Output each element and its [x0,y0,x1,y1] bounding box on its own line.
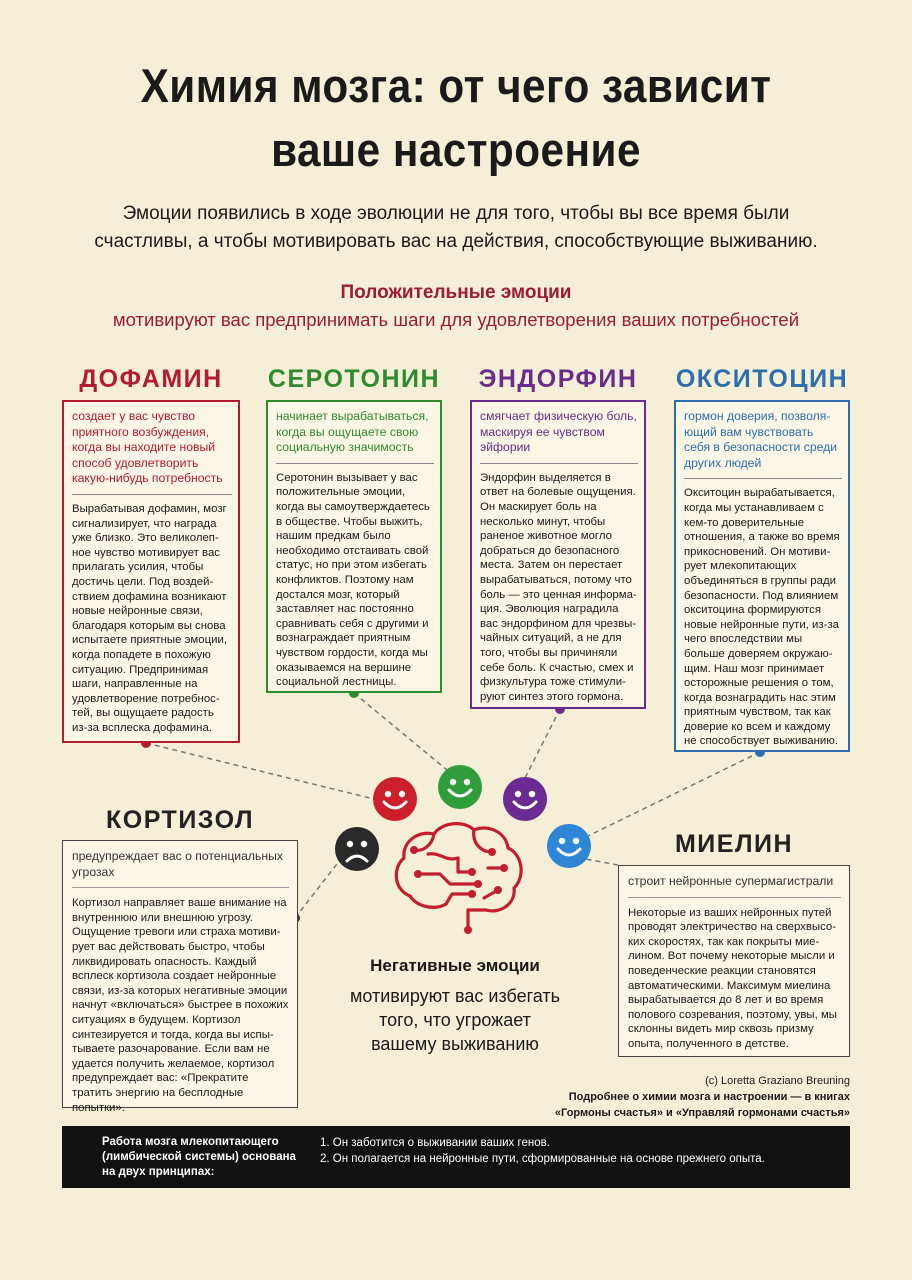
principles-heading: Работа мозга млекопитающего (лимбической системы) основана на двух принципах: [102,1136,296,1178]
endorphin-lead: смягчает физическую боль, маскируя ее чувством эйфории [480,409,638,464]
hormone-name-oxytocin: ОКСИТОЦИН [675,365,849,393]
oxytocin-body: Окситоцин вырабатывается, когда мы устанавливаем с кем-то доверительные отношения, а также во время прикосновений. Он мотиви-рует млекопитающих объединяться в группы ради безопасности. Под влиянием окситоцина формируются новые нейронные пути, из-за чего впоследствии мы больше доверяем окружаю-щим. Наш мозг принимает осторожные решения о том, когда вознаградить нас этим приятным чувством, так как доверие ко всем и каждому не способствует выживанию. [684,487,840,748]
books-line-1: Подробнее о химии мозга и настроении — в книгах [568,1091,850,1103]
card-endorphin [470,400,646,709]
cortisol-lead: предупреждает вас о потенциальных угрозах [72,849,289,888]
hormone-name-endorphin: ЭНДОРФИН [478,365,638,393]
hormone-name-dopamine: ДОФАМИН [79,365,223,393]
myelin-body: Некоторые из ваших нейронных путей проводят электричество на сверхвысо-ких скоростях, так как покрыты мие-лином. Вот почему некоторые мысли и поведенческие реакции становятся автоматическими. Максимум миелина вырабатывается до 8 лет и во время полового созревания, поэтому, увы, мы склонны видеть мир сквозь призму опыта, полученного в детстве. [628,906,837,1050]
connector-oxytocin [588,752,760,836]
negative-emotions-subtitle [320,984,590,1056]
sad-face-icon [334,826,380,872]
card-myelin [618,865,850,1057]
connector-serotonin [354,693,447,770]
card-serotonin [266,400,442,693]
happy-face-green-icon [437,764,483,810]
page-title-line2: ваше настроение [271,123,641,176]
connector-dopamine [146,743,378,800]
principles-bar [62,1126,850,1188]
cortisol-body: Кортизол направляет ваше внимание на внутреннюю или внешнюю угрозу. Ощущение тревоги или страха мотиви-рует вас действовать быстро, чтобы ликвидировать опасность. Каждый всплеск кортизола создает нейронные связи, из-за которых негативные эмоции начнут «включаться» быстрее в похожих ситуациях в будущем. Кортизол синтезируется и тогда, когда вы испы-тываете разочарование. Если вам не удается получить желаемое, кортизол предупреждает вас: «Прекратите тратить энергию на бесплодные попытки». [72,897,289,1114]
negative-sub-line-2: того, что угрожает [379,1010,531,1030]
happy-face-blue-icon [546,823,592,869]
myelin-name: МИЕЛИН [674,830,794,858]
dopamine-lead: создает у вас чувство приятного возбуждения, когда вы находите новый способ удовлетворить какую-нибудь потребность [72,409,232,495]
card-cortisol [62,840,298,1114]
copyright-credit: (c) Loretta Graziano Breuning [705,1075,850,1087]
intro-line-1: Эмоции появились в ходе эволюции не для того, чтобы вы все время были [122,203,790,224]
negative-sub-line-1: мотивируют вас избегать [349,986,561,1006]
dopamine-body: Вырабатывая дофамин, мозг сигнализирует, что награда уже близко. Это великолеп-ное чувство мотивирует вас прилагать усилия, чтобы достичь цели. Под воздей-ствием дофамина возникают новые нейронные связи, благодаря которым вы снова испытаете приятные эмоции, когда попадете в похожую ситуацию. Предпринимая шаги, направленные на удовлетворение потребнос-тей, вы ощущаете радость из-за всплеска дофамина. [72,502,228,734]
books-line-2: «Гормоны счастья» и «Управляй гормонами счастья» [554,1107,850,1119]
cortisol-name: КОРТИЗОЛ [106,806,254,834]
principle-1: 1. Он заботится о выживании ваших генов. [320,1137,550,1149]
serotonin-body: Серотонин вызывает у вас положительные эмоции, когда вы самоутверждаетесь в обществе. Чтобы выжить, нашим предкам было необходимо отстаивать свой статус, но при этом избегать конфликтов. Поэтому нам достался мозг, который заставляет нас постоянно сравнивать себя с другими и вознаграждает приятным чувством гордости, когда мы оказываемся на вершине социальной лестницы. [276,471,430,689]
card-oxytocin [674,400,850,752]
happy-face-purple-icon [502,776,548,822]
negative-sub-line-3: вашему выживанию [371,1034,539,1054]
oxytocin-lead: гормон доверия, позволя-ющий вам чувствовать себя в безопасности среди других людей [684,409,842,479]
endorphin-body: Эндорфин выделяется в ответ на болевые ощущения. Он маскирует боль на несколько минут, чтобы раненое животное могло добраться до безопасного места. Затем он перестает вырабатываться, потому что боль — это ценная информа-ция. Эволюция наградила вас эндорфином для чрезвы-чайных ситуаций, а не для того, чтобы вы причиняли себе боль. К счастью, смех и физкультура тоже стимули-руют синтез этого гормона. [480,471,637,703]
brain-icon [388,818,530,938]
negative-emotions-title: Негативные эмоции [370,956,540,975]
positive-emotions-subtitle: мотивируют вас предпринимать шаги для удовлетворения ваших потребностей [112,309,800,330]
myelin-lead: строит нейронные супермагистрали [628,874,841,898]
intro-line-2: счастливы, а чтобы мотивировать вас на действия, способствующие выживанию. [94,231,818,252]
card-dopamine [62,400,240,743]
serotonin-lead: начинает вырабатываться, когда вы ощущаете свою социальную значимость [276,409,434,464]
principles-list [320,1135,840,1167]
page-title-line1: Химия мозга: от чего зависит [140,59,772,112]
connector-endorphin [524,709,560,780]
hormone-name-serotonin: СЕРОТОНИН [267,365,441,393]
principle-2: 2. Он полагается на нейронные пути, сформированные на основе прежнего опыта. [320,1153,765,1165]
happy-face-red-icon [372,776,418,822]
positive-emotions-title: Положительные эмоции [340,282,572,303]
